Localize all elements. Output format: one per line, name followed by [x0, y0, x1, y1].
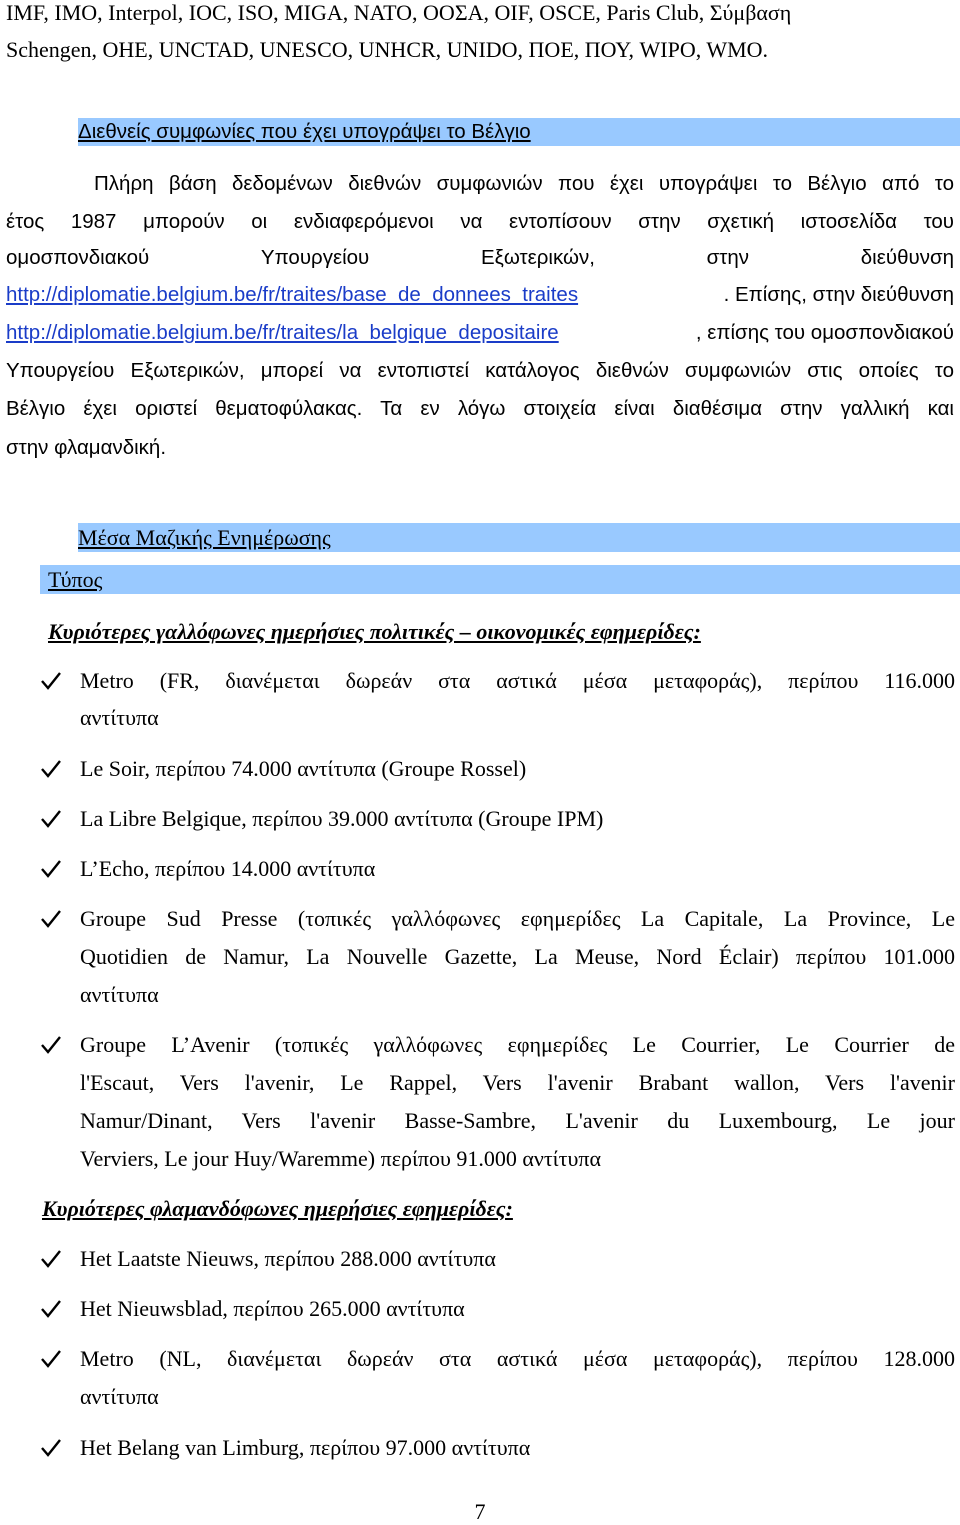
list-item-text: Le Soir, περίπου 74.000 αντίτυπα (Groupe Rossel) [80, 756, 527, 781]
list-item-line [80, 668, 955, 694]
list-item-text: La Libre Belgique, περίπου 39.000 αντίτυπα (Groupe IPM) [80, 806, 604, 831]
p-line-8-text: στην φλαμανδική. [6, 436, 167, 459]
press-heading [48, 567, 102, 593]
list-item-text: Namur/Dinant, Vers l'avenir Basse-Sambre, L'avenir du Luxembourg, Le jour [80, 1108, 955, 1133]
p3-word: ομοσπονδιακού [6, 246, 150, 269]
list-item-text: Het Laatste Nieuws, περίπου 288.000 αντίτυπα [80, 1246, 496, 1271]
agreements-heading [78, 119, 531, 145]
p-line-7-text: Βέλγιο έχει οριστεί θεματοφύλακας. Τα εν λόγω στοιχεία είναι διαθέσιμα στην γαλλική και [6, 397, 954, 420]
list-item-text: Metro (NL, διανέμεται δωρεάν στα αστικά μέσα μεταφοράς), περίπου 128.000 [80, 1346, 955, 1371]
list-item-line [80, 906, 955, 932]
press-heading-band [40, 565, 960, 594]
depositaire-link[interactable]: http://diplomatie.belgium.be/fr/traites/la_belgique_depositaire [6, 321, 559, 344]
check-icon [40, 908, 62, 930]
list-item-line [80, 1070, 955, 1096]
p3-word: Υπουργείου [260, 246, 370, 269]
flemish-papers-heading [42, 1196, 513, 1222]
check-icon [40, 1248, 62, 1270]
list-item-text: Quotidien de Namur, La Nouvelle Gazette, La Meuse, Nord Éclair) περίπου 101.000 [80, 944, 955, 969]
list-item-text: Het Belang van Limburg, περίπου 97.000 αντίτυπα [80, 1435, 531, 1460]
list-item-text: L’Echo, περίπου 14.000 αντίτυπα [80, 856, 376, 881]
list-item-text: Het Nieuwsblad, περίπου 265.000 αντίτυπα [80, 1296, 465, 1321]
agreements-p-line-2 [6, 209, 954, 235]
agreements-p-line-7 [6, 396, 954, 422]
check-icon [40, 1348, 62, 1370]
list-item-text: Groupe Sud Presse (τοπικές γαλλόφωνες εφημερίδες La Capitale, La Province, Le [80, 906, 955, 931]
list-item-line [80, 1384, 159, 1410]
list-item-line [80, 1032, 955, 1058]
list-item-line [80, 1435, 530, 1461]
list-item-text: αντίτυπα [80, 982, 159, 1007]
french-heading-text: Κυριότερες γαλλόφωνες ημερήσιες πολιτικές – οικονομικές εφημερίδες: [48, 619, 701, 644]
list-item-line [80, 982, 159, 1008]
list-item-text: Verviers, Le jour Huy/Waremme) περίπου 91.000 αντίτυπα [80, 1146, 601, 1171]
intro-text-2: Schengen, ΟΗΕ, UNCTAD, UNESCO, UNHCR, UNIDO, ΠΟΕ, ΠΟΥ, WIPO, WMO. [6, 37, 769, 62]
check-icon [40, 1298, 62, 1320]
p3-word: στην [706, 246, 750, 269]
list-item-line [80, 1146, 601, 1172]
press-heading-text: Τύπος [48, 567, 103, 592]
list-item-line [80, 1346, 955, 1372]
agreements-p-line-5 [6, 320, 954, 346]
check-icon [40, 858, 62, 880]
agreements-heading-text: Διεθνείς συμφωνίες που έχει υπογράψει το Βέλγιο [78, 120, 531, 143]
agreements-p-line-1 [94, 171, 954, 197]
p3-word: διεύθυνση [860, 246, 954, 269]
p-line-6-text: Υπουργείου Εξωτερικών, μπορεί να εντοπιστεί κατάλογος διεθνών συμφωνιών στις οποίες το [6, 359, 954, 382]
list-item-line [80, 705, 159, 731]
list-item-line [80, 1296, 465, 1322]
check-icon [40, 758, 62, 780]
list-item-text: l'Escaut, Vers l'avenir, Le Rappel, Vers l'avenir Brabant wallon, Vers l'avenir [80, 1070, 955, 1095]
flemish-heading-text: Κυριότερες φλαμανδόφωνες ημερήσιες εφημερίδες: [42, 1196, 513, 1221]
agreements-p-line-6 [6, 358, 954, 384]
intro-line-2 [6, 37, 768, 63]
media-heading [78, 525, 331, 551]
list-item-line [80, 1246, 496, 1272]
page-number-text: 7 [474, 1499, 486, 1524]
after-link2-text: , επίσης του ομοσπονδιακού [695, 321, 954, 344]
p3-word: Εξωτερικών, [480, 246, 595, 269]
traites-database-link[interactable]: http://diplomatie.belgium.be/fr/traites/base_de_donnees_traites [6, 283, 579, 306]
list-item-text: αντίτυπα [80, 705, 159, 730]
list-item-line [80, 806, 603, 832]
list-item-line [80, 756, 526, 782]
intro-line-1 [6, 0, 912, 26]
agreements-p-line-3 [6, 245, 954, 271]
intro-text-1: IMF, IMO, Interpol, IOC, ISO, MIGA, NATO, ΟΟΣΑ, OIF, OSCE, Paris Club, Σύμβαση [6, 0, 792, 25]
list-item-text: αντίτυπα [80, 1384, 159, 1409]
list-item-line [80, 1108, 955, 1134]
page-number [0, 1499, 960, 1525]
check-icon [40, 1034, 62, 1056]
p-line-2-text: έτος 1987 μπορούν οι ενδιαφερόμενοι να εντοπίσουν στην σχετική ιστοσελίδα του [6, 210, 954, 233]
check-icon [40, 808, 62, 830]
list-item-line [80, 944, 955, 970]
french-papers-heading [48, 619, 701, 645]
list-item-line [80, 856, 375, 882]
media-heading-text: Μέσα Μαζικής Ενημέρωσης [78, 525, 331, 550]
p-line-1-text: Πλήρη βάση δεδομένων διεθνών συμφωνιών που έχει υπογράψει το Βέλγιο από το [94, 172, 954, 195]
agreements-p-line-4 [6, 282, 954, 308]
list-item-text: Metro (FR, διανέμεται δωρεάν στα αστικά μέσα μεταφοράς), περίπου 116.000 [80, 668, 955, 693]
agreements-p-line-8 [6, 435, 166, 461]
check-icon [40, 1437, 62, 1459]
list-item-text: Groupe L’Avenir (τοπικές γαλλόφωνες εφημερίδες Le Courrier, Le Courrier de [80, 1032, 955, 1057]
after-link1-text: . Επίσης, στην διεύθυνση [723, 283, 954, 306]
check-icon [40, 670, 62, 692]
